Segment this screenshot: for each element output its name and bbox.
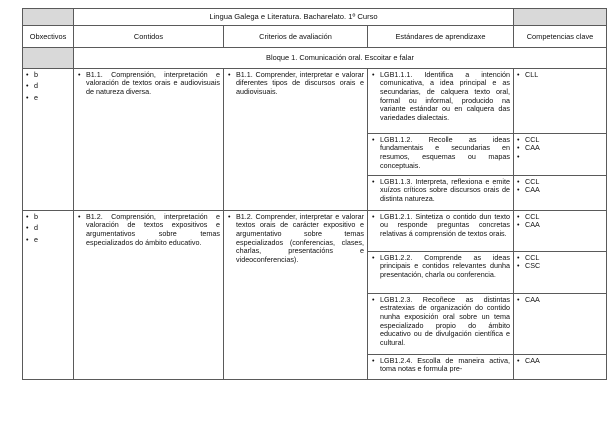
- table-header-row: [23, 25, 607, 48]
- criterion-text: • B1.2. Comprender, interpretar e valorar textos orais de carácter expositivo e argumentativo sobre temas especializados (conferencias, clases, charlas, presentacións e videoconferencias).: [227, 213, 364, 265]
- standard-cell: [368, 293, 514, 354]
- competence-item: • CAA: [517, 186, 603, 195]
- competence-item: • CSC: [517, 262, 603, 271]
- grey-corner-cell: [514, 9, 607, 26]
- standard-text: • LGB1.2.4. Escolla de maneira activa, toma notas e formula pre-: [371, 357, 510, 374]
- table-title: Lingua Galega e Literatura. Bacharelato. 1º Curso: [74, 9, 514, 26]
- standard-cell: [368, 133, 514, 175]
- content-text: • B1.1. Comprensión, interpretación e valoración de textos orais e audiovisuais de natureza diversa.: [77, 71, 220, 97]
- curriculum-table: [22, 8, 607, 380]
- objective-item: • b: [26, 71, 70, 80]
- competence-cell: [514, 175, 607, 210]
- grey-block-cell: [23, 48, 74, 69]
- objectives-cell: [23, 68, 74, 210]
- table-row: [23, 210, 607, 251]
- header-competences: Competencias clave: [514, 25, 607, 48]
- table-row: [23, 68, 607, 133]
- competence-item: • CAA: [517, 144, 603, 153]
- standard-text: • LGB1.2.2. Comprende as ideas principais e contidos relevantes dunha presentación, charla ou conferencia.: [371, 254, 510, 280]
- header-contents: Contidos: [74, 25, 224, 48]
- header-objectives: Obxectivos: [23, 25, 74, 48]
- standard-cell: [368, 210, 514, 251]
- block-title: Bloque 1. Comunicación oral. Escoitar e falar: [74, 48, 607, 69]
- standard-text: • LGB1.2.3. Recoñece as distintas estratexias de organización do contido nunha exposición oral sobre un tema especializado propio do ámbito educativo ou de divulgación científica e cultural.: [371, 296, 510, 348]
- criterion-cell: [224, 210, 368, 379]
- competence-item: • CLL: [517, 71, 603, 80]
- standard-text: • LGB1.1.3. Interpreta, reflexiona e emite xuízos críticos sobre discursos orais de distinta natureza.: [371, 178, 510, 204]
- content-text: • B1.2. Comprensión, interpretación e valoración de textos expositivos e argumentativos sobre temas especializados do ámbito educativo.: [77, 213, 220, 247]
- competence-item: • CCL: [517, 254, 603, 263]
- objective-item: • d: [26, 224, 70, 233]
- curriculum-table-wrapper: [22, 8, 606, 380]
- objective-item: • e: [26, 94, 70, 103]
- competence-item: • CCL: [517, 213, 603, 222]
- competence-item: • CAA: [517, 221, 603, 230]
- content-cell: [74, 210, 224, 379]
- competence-item: • CCL: [517, 178, 603, 187]
- block-row: [23, 48, 607, 69]
- objectives-cell: [23, 210, 74, 379]
- header-criteria: Criterios de avaliación: [224, 25, 368, 48]
- objective-item: • b: [26, 213, 70, 222]
- competence-item: • CAA: [517, 296, 603, 305]
- table-title-row: [23, 9, 607, 26]
- competence-item: • CCL: [517, 136, 603, 145]
- competence-cell: [514, 354, 607, 379]
- objective-item: • d: [26, 82, 70, 91]
- competence-cell: [514, 68, 607, 133]
- standard-cell: [368, 175, 514, 210]
- standard-cell: [368, 354, 514, 379]
- criterion-text: • B1.1. Comprender, interpretar e valorar diferentes tipos de discursos orais e audiovisuais.: [227, 71, 364, 97]
- criterion-cell: [224, 68, 368, 210]
- standard-text: • LGB1.2.1. Sintetiza o contido dun texto ou responde preguntas concretas relativas á comprensión de textos orais.: [371, 213, 510, 239]
- standard-cell: [368, 68, 514, 133]
- standard-text: • LGB1.1.2. Recolle as ideas fundamentais e secundarias en resumos, esquemas ou mapas conceptuais.: [371, 136, 510, 170]
- competence-cell: [514, 133, 607, 175]
- grey-corner-cell: [23, 9, 74, 26]
- header-standards: Estándares de aprendizaxe: [368, 25, 514, 48]
- content-cell: [74, 68, 224, 210]
- standard-cell: [368, 251, 514, 293]
- competence-cell: [514, 210, 607, 251]
- standard-text: • LGB1.1.1. Identifica a intención comunicativa, a idea principal e as secundarias, de calquera texto oral, formal ou informal, producido na variante estándar ou en calquera das variedades dialectais.: [371, 71, 510, 123]
- competence-cell: [514, 251, 607, 293]
- competence-item: [517, 153, 603, 161]
- objective-item: • e: [26, 236, 70, 245]
- competence-item: • CAA: [517, 357, 603, 366]
- competence-cell: [514, 293, 607, 354]
